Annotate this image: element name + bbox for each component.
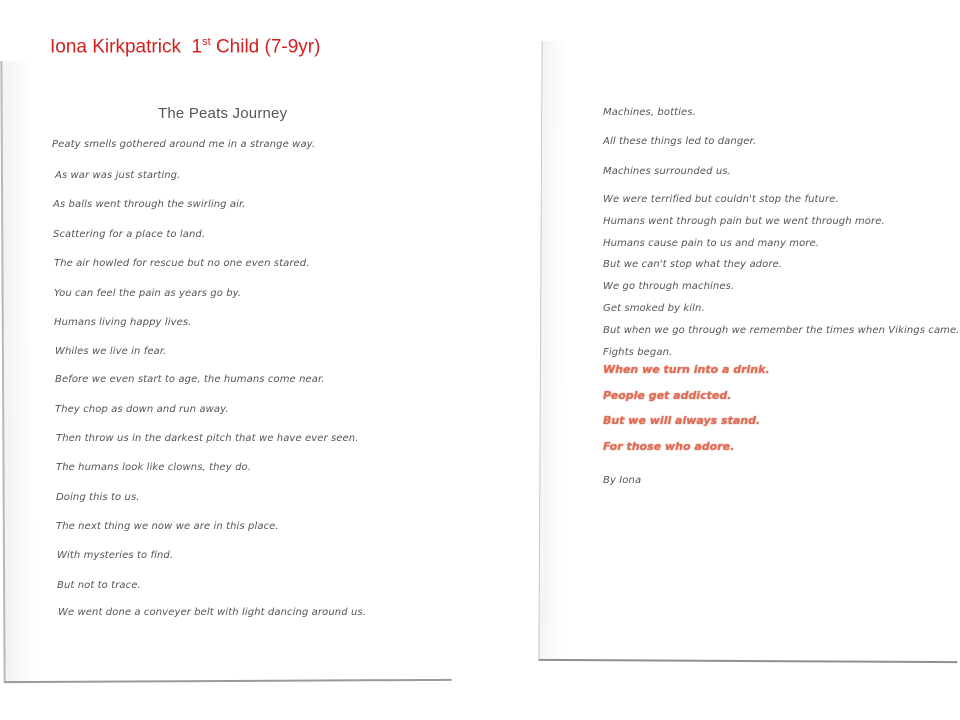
place-number: 1 xyxy=(191,36,203,58)
entry-header xyxy=(50,36,320,58)
poem-line: Doing this to us. xyxy=(56,492,140,503)
poem-line: As balls went through the swirling air. xyxy=(53,199,246,210)
poem-line: But when we go through we remember the times when Vikings came. xyxy=(603,325,960,336)
poem-line: Humans cause pain to us and many more. xyxy=(603,238,820,249)
poem-line: Humans went through pain but we went through more. xyxy=(603,216,885,227)
poem-line: The next thing we now we are in this place. xyxy=(56,521,279,532)
poem-line: Then throw us in the darkest pitch that we have ever seen. xyxy=(56,433,359,444)
poem-line: Machines, botties. xyxy=(603,107,696,118)
age-category: Child (7-9yr) xyxy=(215,36,321,58)
poem-line: Before we even start to age, the humans come near. xyxy=(55,374,325,385)
poem-line: The humans look like clowns, they do. xyxy=(56,462,252,473)
poem-line: But we can't stop what they adore. xyxy=(603,259,783,270)
poem-line: You can feel the pain as years go by. xyxy=(54,288,242,299)
poem-line: We went done a conveyer belt with light dancing around us. xyxy=(58,607,366,618)
poem-line: All these things led to danger. xyxy=(603,136,757,147)
poem-title: The Peats Journey xyxy=(158,105,288,122)
poem-line: Machines surrounded us. xyxy=(603,166,731,177)
highlighted-line: For those who adore. xyxy=(603,440,735,453)
author-name: Iona Kirkpatrick xyxy=(50,36,181,58)
poem-line: Scattering for a place to land. xyxy=(53,229,206,240)
highlighted-line: When we turn into a drink. xyxy=(603,363,770,376)
poem-line: Whiles we live in fear. xyxy=(55,346,167,357)
poem-line: But not to trace. xyxy=(57,580,141,591)
poem-line: The air howled for rescue but no one even stared. xyxy=(54,258,310,269)
poem-line: As war was just starting. xyxy=(55,170,181,181)
poem-line: With mysteries to find. xyxy=(57,550,174,561)
poem-line: We were terrified but couldn't stop the future. xyxy=(603,194,839,205)
poem-signature: By Iona xyxy=(603,475,642,486)
highlighted-line: People get addicted. xyxy=(603,389,732,402)
highlighted-line: But we will always stand. xyxy=(603,414,761,427)
poem-line: Get smoked by kiln. xyxy=(603,303,705,314)
poem-line: Peaty smells gothered around me in a strange way. xyxy=(52,139,316,150)
poem-line: Humans living happy lives. xyxy=(54,317,192,328)
poem-line: Fights began. xyxy=(603,347,673,358)
place-suffix: st xyxy=(202,36,211,48)
scanned-page-right xyxy=(538,41,960,663)
poem-line: They chop as down and run away. xyxy=(55,404,229,415)
poem-line: We go through machines. xyxy=(603,281,735,292)
